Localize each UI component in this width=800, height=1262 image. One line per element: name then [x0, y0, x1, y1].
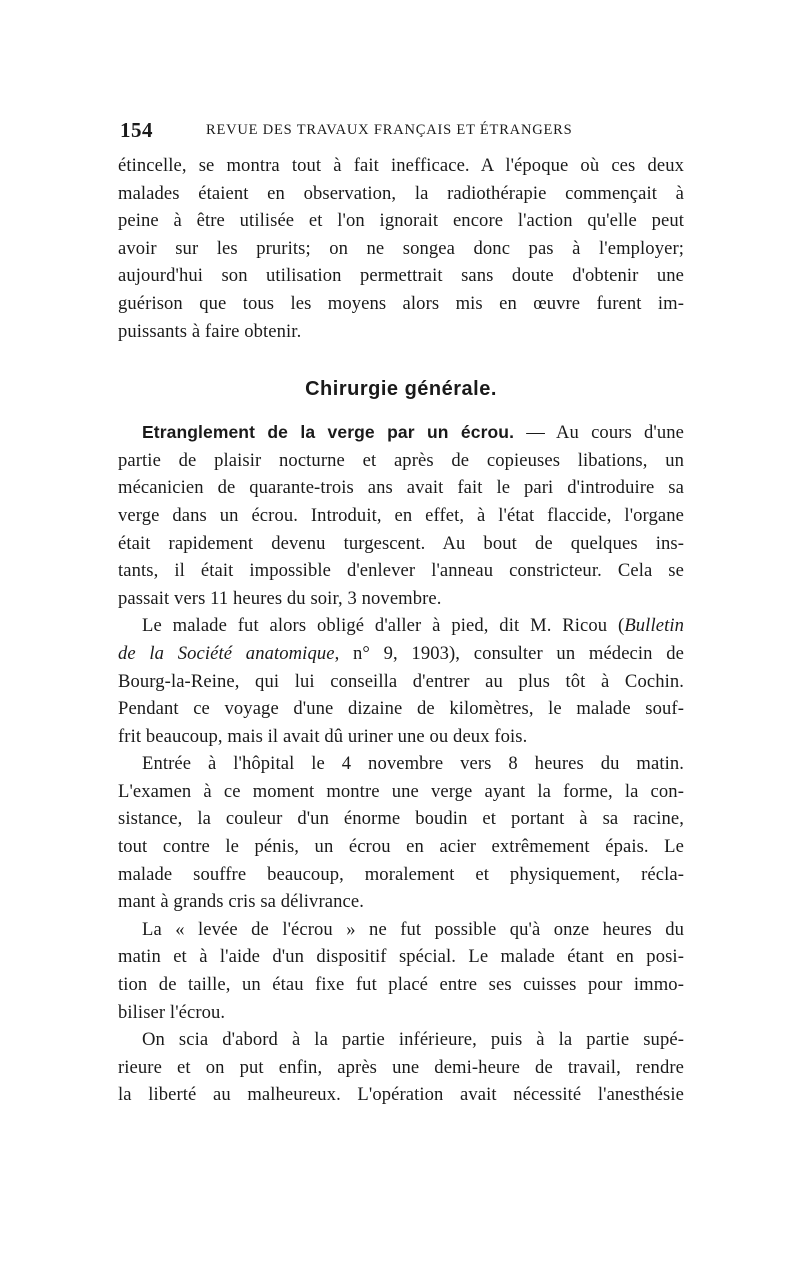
text-line: puissants à faire obtenir.	[118, 320, 302, 342]
citation-italic: Bulletin	[624, 615, 684, 637]
text-line: matin et à l'aide d'un dispositif spécial. Le malade étant en posi-	[118, 946, 684, 968]
text-line: peine à être utilisée et l'on ignorait encore l'action qu'elle peut	[118, 210, 684, 232]
text-line: malades étaient en observation, la radiothérapie commençait à	[118, 182, 684, 204]
article-title-rest: — Au cours d'une	[514, 422, 684, 444]
text-line: partie de plaisir nocturne et après de copieuses libations, un	[118, 449, 684, 471]
text-line: verge dans un écrou. Introduit, en effet, à l'état flaccide, l'organe	[118, 504, 684, 526]
citation-italic: de la Société anatomique	[118, 642, 335, 664]
text-line: étincelle, se montra tout à fait inefficace. A l'époque où ces deux	[118, 155, 684, 176]
text-line: biliser l'écrou.	[118, 1001, 226, 1023]
text-line: Entrée à l'hôpital le 4 novembre vers 8 heures du matin.	[142, 753, 684, 775]
text-line: la liberté au malheureux. L'opération avait nécessité l'anesthésie	[118, 1084, 684, 1106]
article-paragraph-1	[118, 419, 684, 612]
paragraph-dermatology-end	[118, 152, 684, 345]
text-line: tout contre le pénis, un écrou en acier extrêmement épais. Le	[118, 836, 684, 858]
text-line: aujourd'hui son utilisation permettrait sans doute d'obtenir une	[118, 265, 684, 287]
running-head	[118, 118, 684, 142]
article-paragraph-5	[118, 1026, 684, 1109]
text-line: Bourg-la-Reine, qui lui conseilla d'entrer au plus tôt à Cochin.	[118, 670, 684, 692]
section-heading: Chirurgie générale.	[305, 378, 497, 401]
text-line: malade souffre beaucoup, moralement et physiquement, récla-	[118, 863, 684, 885]
text-line: tion de taille, un étau fixe fut placé entre ses cuisses pour immo-	[118, 974, 684, 996]
text-line: avoir sur les prurits; on ne songea donc pas à l'employer;	[118, 237, 684, 259]
text-line: tants, il était impossible d'enlever l'anneau constricteur. Cela se	[118, 560, 684, 582]
text-segment: , n° 9, 1903), consulter un médecin de	[334, 642, 684, 664]
book-page	[118, 0, 684, 1262]
text-line	[118, 640, 684, 668]
page-number: 154	[120, 118, 153, 142]
text-line: frit beaucoup, mais il avait dû uriner une ou deux fois.	[118, 725, 528, 747]
article-paragraph-3	[118, 750, 684, 916]
text-line: mant à grands cris sa délivrance.	[118, 891, 364, 913]
text-line	[118, 612, 684, 640]
text-line: mécanicien de quarante-trois ans avait fait le pari d'introduire sa	[118, 477, 684, 499]
text-line: L'examen à ce moment montre une verge ayant la forme, la con-	[118, 780, 684, 802]
article-title: Etranglement de la verge par un écrou.	[142, 422, 515, 443]
text-line: Pendant ce voyage d'une dizaine de kilomètres, le malade souf-	[118, 698, 684, 720]
article-title-line	[118, 419, 684, 447]
text-line: La « levée de l'écrou » ne fut possible qu'à onze heures du	[142, 918, 684, 940]
text-line: sistance, la couleur d'un énorme boudin et portant à sa racine,	[118, 808, 684, 830]
article-paragraph-4	[118, 916, 684, 1026]
text-line: était rapidement devenu turgescent. Au bout de quelques ins-	[118, 532, 684, 554]
article-paragraph-2	[118, 612, 684, 750]
body-text	[118, 152, 684, 1109]
text-line: passait vers 11 heures du soir, 3 novembre.	[118, 587, 442, 609]
text-line: rieure et on put enfin, après une demi-heure de travail, rendre	[118, 1056, 684, 1078]
running-title: REVUE DES TRAVAUX FRANÇAIS ET ÉTRANGERS	[206, 122, 573, 138]
text-segment: Le malade fut alors obligé d'aller à pied, dit M. Ricou (	[142, 615, 625, 637]
text-line: guérison que tous les moyens alors mis en œuvre furent im-	[118, 292, 684, 314]
text-line: On scia d'abord à la partie inférieure, puis à la partie supé-	[142, 1029, 684, 1051]
